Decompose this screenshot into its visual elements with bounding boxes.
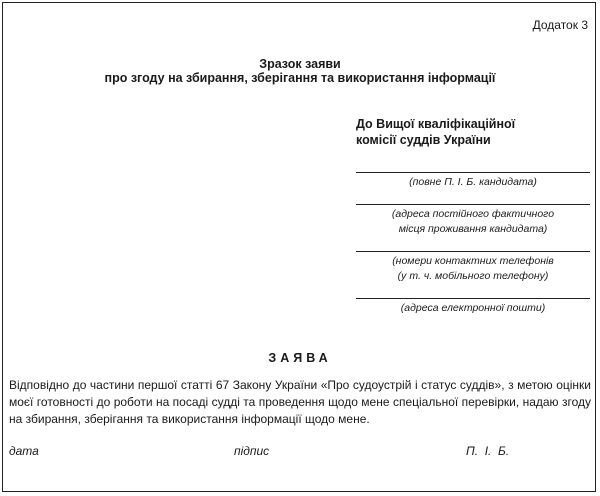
signature-label: підпис [234, 444, 270, 458]
appendix-label: Додаток 3 [532, 18, 588, 32]
caption-line: (адреса постійного фактичного [391, 208, 555, 220]
phone-line [356, 251, 590, 252]
phone-caption [356, 254, 590, 284]
caption-line: (адреса електронної пошти) [400, 302, 546, 314]
addressee-line: До Вищої кваліфікаційної [356, 117, 516, 131]
caption-line: (повне П. І. Б. кандидата) [409, 176, 537, 188]
address-caption [356, 207, 590, 237]
addressee-line: комісії суддів України [356, 133, 491, 147]
date-label: дата [9, 444, 39, 458]
statement-body: Відповідно до частини першої статті 67 Закону України «Про судоустрій і статус суддів», з метою оцінки моєї готовності до роботи на посаді судді та проведення щодо мене спеціальної перевірки, надаю згоду на збирання, зберігання та використання інформації щодо мене. [9, 378, 591, 426]
addressee-block [356, 116, 556, 148]
email-caption [356, 301, 590, 316]
full-name-line [356, 172, 590, 173]
caption-line: місця проживання кандидата) [398, 223, 548, 235]
document-subtitle: про згоду на збирання, зберігання та використання інформації [104, 71, 496, 85]
caption-line: (номери контактних телефонів [392, 255, 554, 267]
name-label: П. І. Б. [466, 444, 510, 458]
caption-line: (у т. ч. мобільного телефону) [397, 270, 549, 282]
statement-heading: ЗАЯВА [268, 351, 332, 365]
full-name-caption [356, 175, 590, 190]
address-line [356, 204, 590, 205]
document-title: Зразок заяви [259, 57, 341, 71]
email-line [356, 298, 590, 299]
